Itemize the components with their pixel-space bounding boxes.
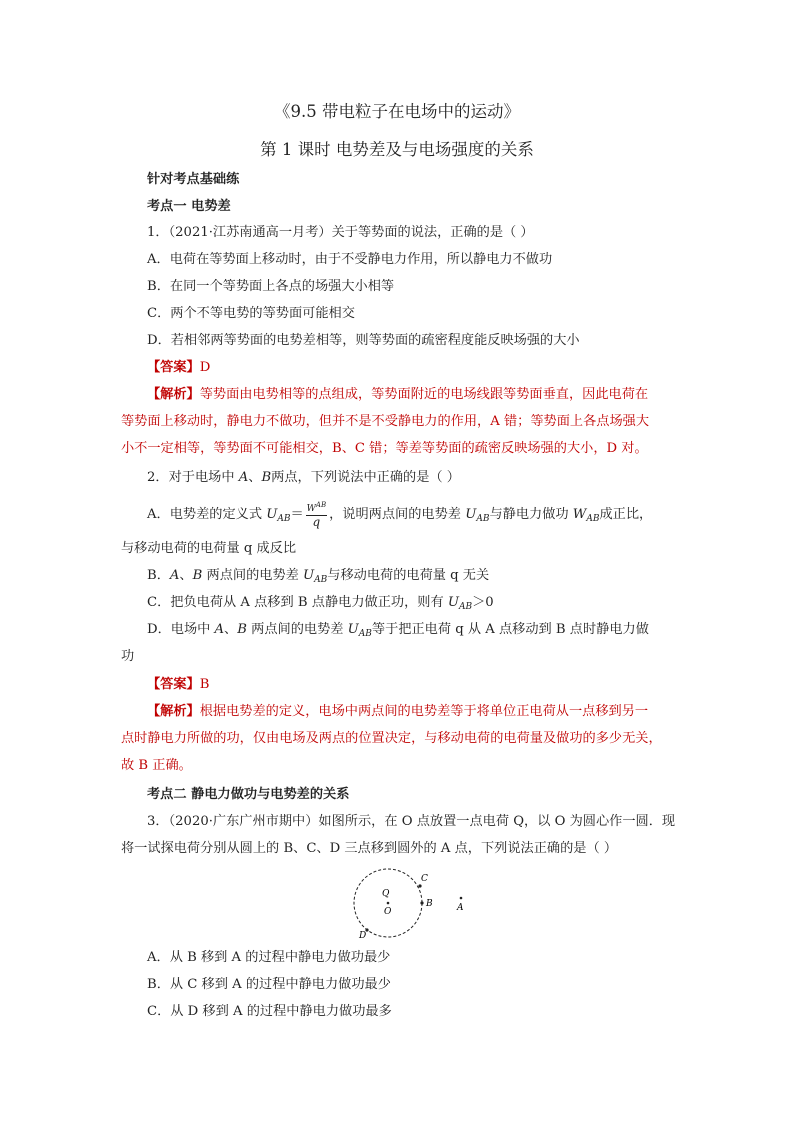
circle-figure [320,864,480,940]
q1-option-a: A．电荷在等势面上移动时，由于不受静电力作用，所以静电力不做功 [147,252,553,267]
knowledge-point-1: 考点一 电势差 [147,199,231,214]
q2-option-a-line-2: 与移动电荷的电荷量 q 成反比 [121,541,297,556]
q2-stem: 2．对于电场中 A、B两点，下列说法中正确的是（ ） [147,470,460,485]
analysis-label: 【解析】 [147,704,200,719]
label-c: C [421,874,428,884]
answer-label: 【答案】 [147,677,200,692]
answer-label: 【答案】 [147,360,200,375]
point-c [418,884,421,887]
label-q: Q [382,889,390,899]
q1-stem: 1．（2021·江苏南通高一月考）关于等势面的说法，正确的是（ ） [147,225,534,240]
q2-option-a: A．电势差的定义式 $U_{AB}=$ $\frac{W^{AB}}{q}$ ，说明两点间的电势差 $U_{AB}$与静电力做功 $W_{AB}$成正比， [147,501,653,529]
point-a [460,897,463,900]
q1-analysis-line-3: 小不一定相等，等势面不可能相交，B、C 错；等差等势面的疏密反映场强的大小，D 对。 [121,441,648,456]
q1-option-b: B．在同一个等势面上各点的场强大小相等 [147,279,395,294]
q3-option-a: A．从 B 移到 A 的过程中静电力做功最少 [147,950,391,965]
section-heading: 针对考点基础练 [147,172,240,187]
q3-option-c: C．从 D 移到 A 的过程中静电力做功最多 [147,1004,392,1019]
q1-option-d: D．若相邻两等势面的电势差相等，则等势面的疏密程度能反映场强的大小 [147,333,580,348]
point-b [420,901,423,904]
point-o [387,902,390,905]
knowledge-point-2: 考点二 静电力做功与电势差的关系 [147,787,350,802]
q2-option-d-line-2: 功 [121,649,135,664]
answer-value: B [199,677,210,692]
q2-analysis-line-3: 故 B 正确。 [121,758,192,773]
q3-option-b: B．从 C 移到 A 的过程中静电力做功最少 [147,977,391,992]
q1-option-c: C．两个不等电势的等势面可能相交 [147,306,355,321]
fraction-w-over-q: $\frac{W^{AB}}{q}$ [306,501,327,529]
q2-option-b: B．A、B 两点间的电势差 $U_{AB}$与移动电荷的电荷量 q 无关 [147,568,490,585]
lesson-title: 《9.5 带电粒子在电场中的运动》 [274,102,520,121]
q2-option-c: C．把负电荷从 A 点移到 B 点静电力做正功，则有 $U_{AB}>0$ [147,595,494,612]
answer-value: D [199,360,211,375]
q3-stem-line-1: 3．（2020·广东广州市期中）如图所示，在 O 点放置一点电荷 Q，以 O 为圆心作一圆．现 [147,814,676,829]
label-a: A [457,903,464,913]
label-o: O [384,907,392,917]
label-d: D [359,931,367,940]
analysis-label: 【解析】 [147,387,200,402]
q1-answer [147,359,210,377]
q2-answer [147,676,209,694]
q2-option-d: D．电场中 A、B 两点间的电势差 $U_{AB}$等于把正电荷 q 从 A 点移动到 B 点时静电力做 [147,622,649,639]
lesson-subtitle: 第 1 课时 电势差及与电场强度的关系 [260,140,534,159]
q1-analysis-line-1: 【解析】等势面由电势相等的点组成，等势面附近的电场线跟等势面垂直，因此电荷在 [147,387,649,402]
q1-analysis-line-2: 等势面上移动时，静电力不做功，但并不是不受静电力的作用，A 错；等势面上各点场强大 [121,414,650,429]
q3-stem-line-2: 将一试探电荷分别从圆上的 B、C、D 三点移到圆外的 A 点，下列说法正确的是（ ） [121,841,618,856]
q2-analysis-line-2: 点时静电力所做的功，仅由电场及两点的位置决定，与移动电荷的电荷量及做功的多少无关， [121,731,662,746]
label-b: B [426,899,433,909]
q2-analysis-line-1: 【解析】根据电势差的定义，电场中两点间的电势差等于将单位正电荷从一点移到另一 [147,704,649,719]
